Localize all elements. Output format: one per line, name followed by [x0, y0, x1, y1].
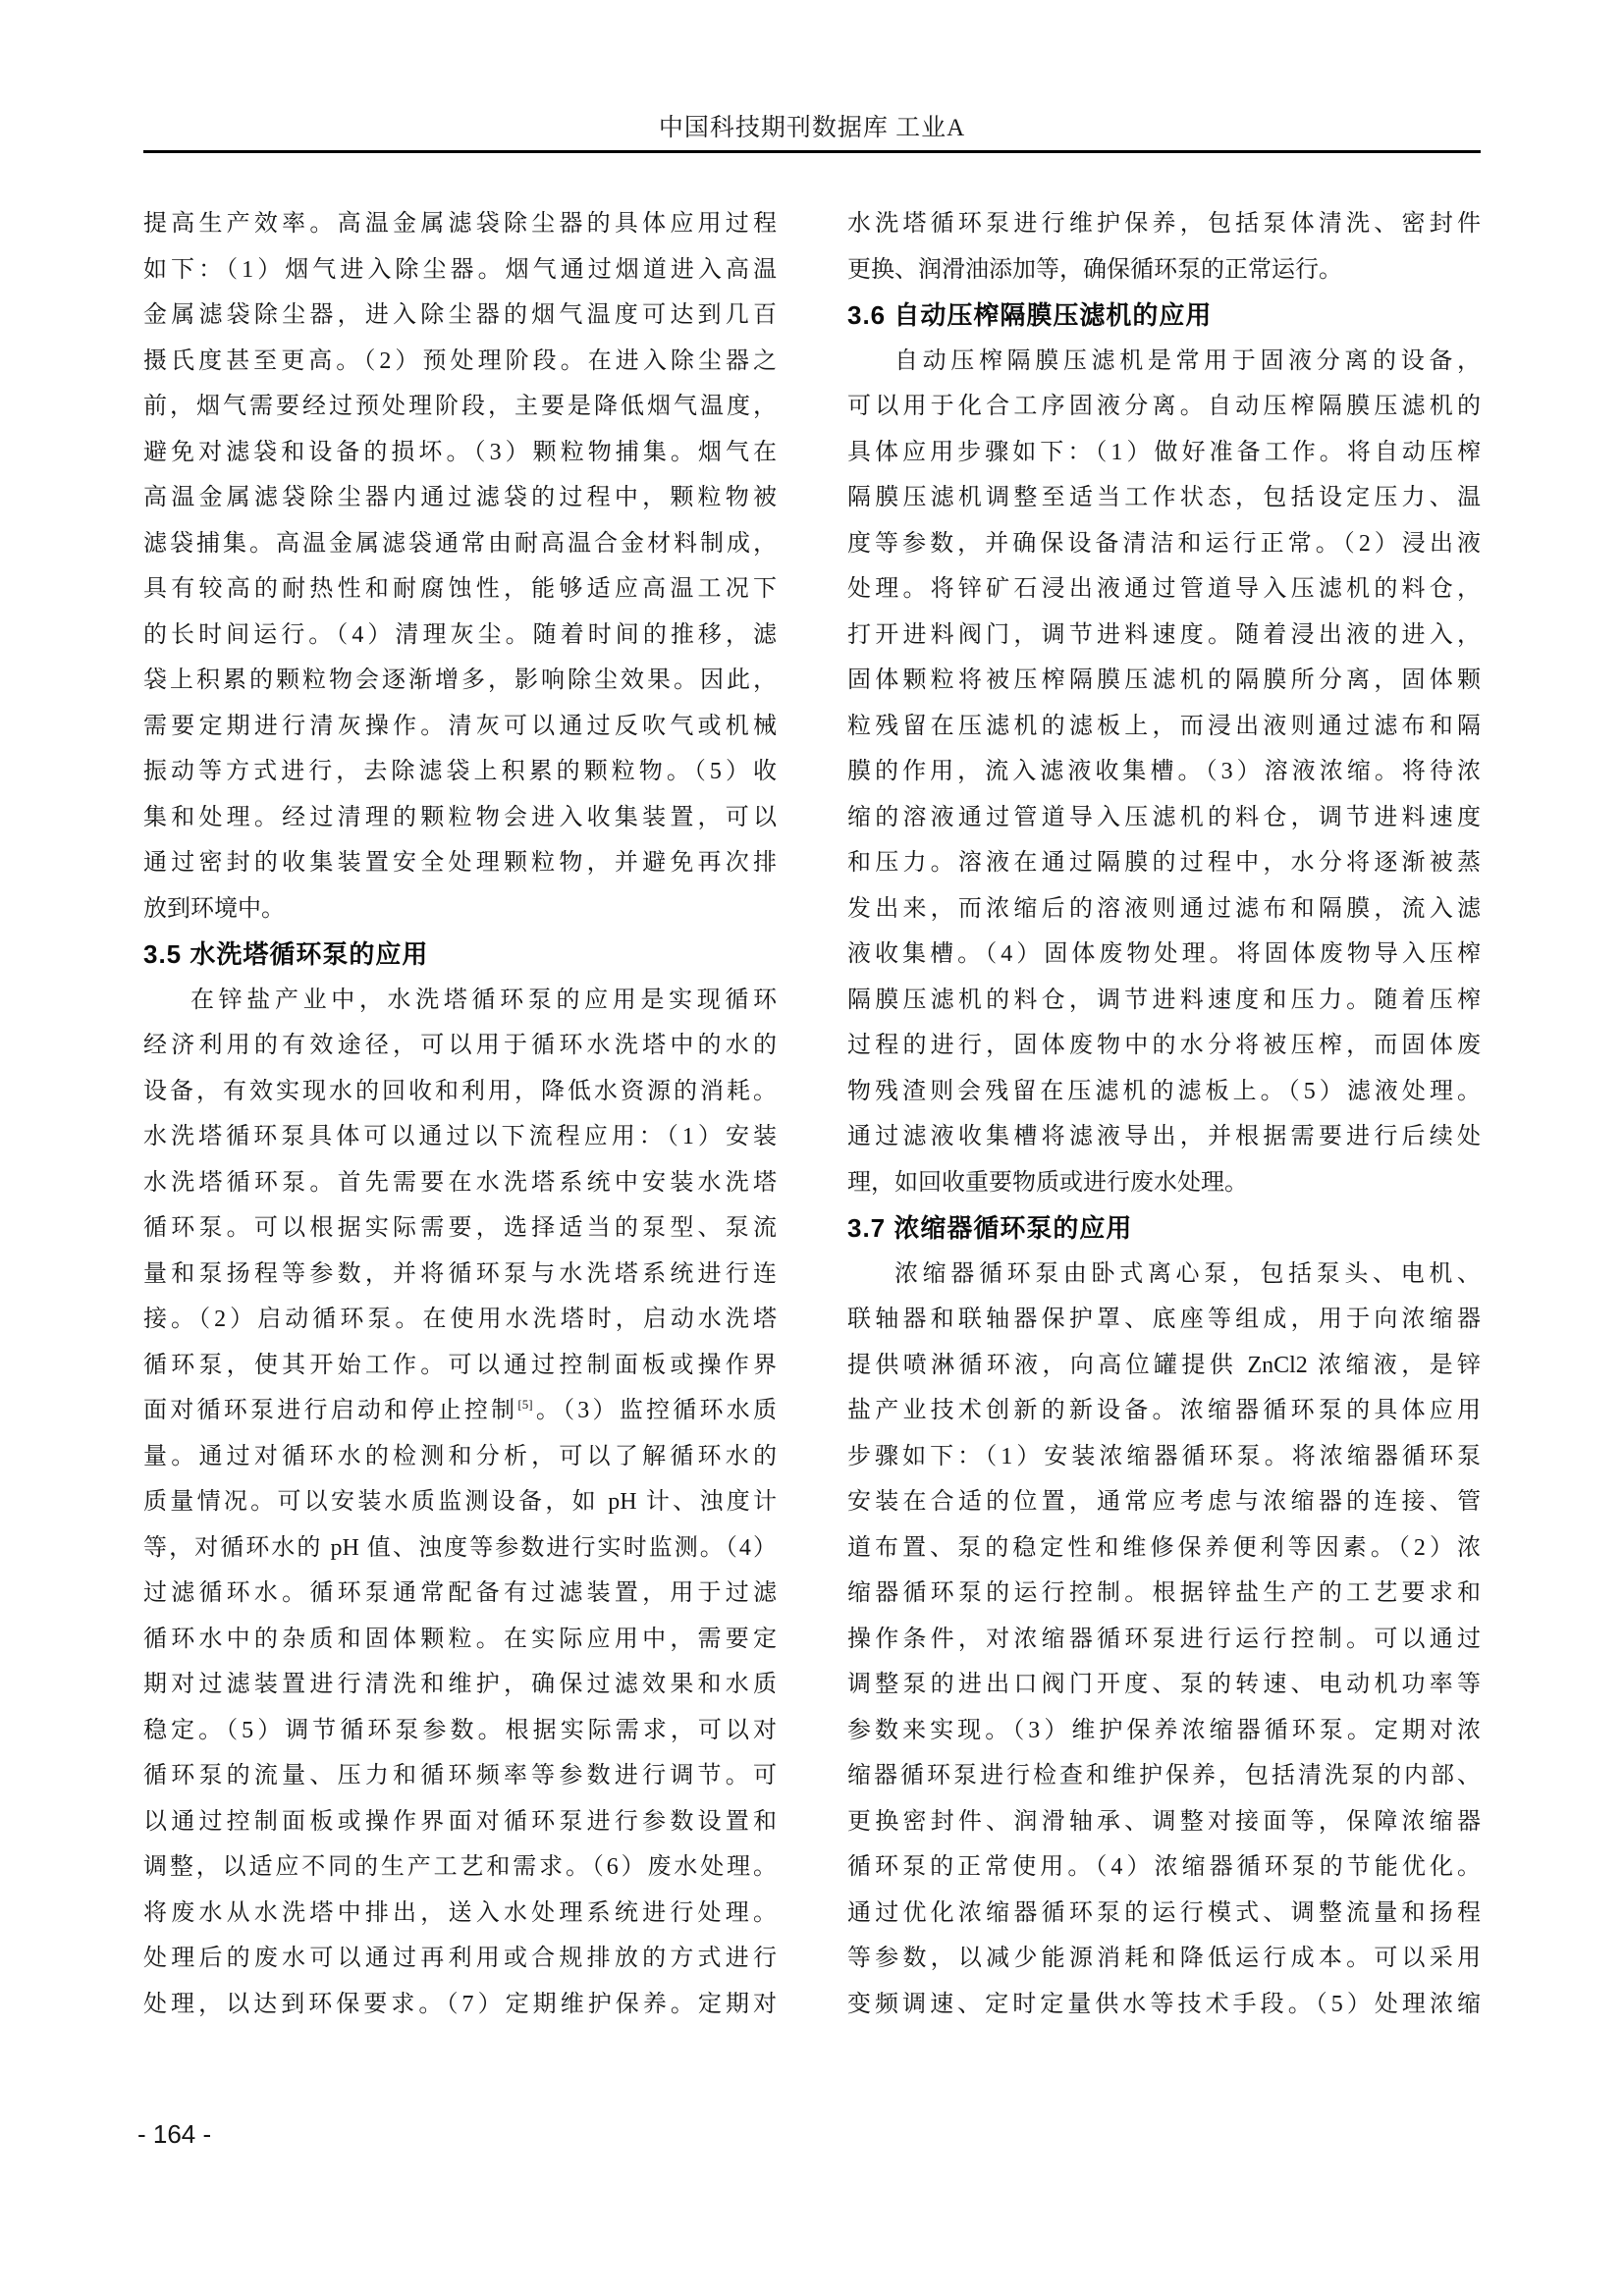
- text-line: 道布置、泵的稳定性和维修保养便利等因素。（2）浓: [847, 1534, 1481, 1561]
- text-line: 和压力。溶液在通过隔膜的过程中，水分将逐渐被蒸: [847, 850, 1481, 876]
- text-line: 过滤循环水。循环泵通常配备有过滤装置，用于过滤: [143, 1580, 777, 1606]
- text-line: 在锌盐产业中，水洗塔循环泵的应用是实现循环: [190, 987, 777, 1013]
- text-line: 稳定。（5）调节循环泵参数。根据实际需求，可以对: [143, 1717, 777, 1743]
- text-line: 更换密封件、润滑轴承、调整对接面等，保障浓缩器: [847, 1808, 1481, 1835]
- text-line: 操作条件，对浓缩器循环泵进行运行控制。可以通过: [847, 1626, 1481, 1652]
- text-line: 循环泵的流量、压力和循环频率等参数进行调节。可: [143, 1763, 777, 1789]
- text-line: 物残渣则会残留在压滤机的滤板上。（5）滤液处理。: [847, 1078, 1481, 1104]
- text-line: 提高生产效率。高温金属滤袋除尘器的具体应用过程: [143, 211, 777, 237]
- text-line: 集和处理。经过清理的颗粒物会进入收集装置，可以: [143, 804, 777, 830]
- text-line: 循环泵，使其开始工作。可以通过控制面板或操作界: [143, 1352, 777, 1378]
- text-line: 度等参数，并确保设备清洁和运行正常。（2）浸出液: [847, 530, 1481, 557]
- citation-superscript: [5]: [517, 1397, 533, 1412]
- text-line: 高温金属滤袋除尘器内通过滤袋的过程中，颗粒物被: [143, 485, 777, 510]
- text-line: 过程的进行，固体废物中的水分将被压榨，而固体废: [847, 1033, 1481, 1058]
- text-line: 滤袋捕集。高温金属滤袋通常由耐高温合金材料制成，: [143, 530, 777, 557]
- text-line: 循环水中的杂质和固体颗粒。在实际应用中，需要定: [143, 1626, 777, 1652]
- text-line: 处理，以达到环保要求。（7）定期维护保养。定期对: [143, 1991, 777, 2017]
- text-line: 调整，以适应不同的生产工艺和需求。（6）废水处理。: [143, 1854, 777, 1880]
- text-line: 摄氏度甚至更高。（2）预处理阶段。在进入除尘器之: [143, 347, 777, 374]
- text-line: 浓缩器循环泵由卧式离心泵，包括泵头、电机、: [894, 1260, 1481, 1287]
- text-line: 以通过控制面板或操作界面对循环泵进行参数设置和: [143, 1808, 777, 1835]
- left-column: [143, 201, 777, 2027]
- text-line: 将废水从水洗塔中排出，送入水处理系统进行处理。: [143, 1899, 777, 1926]
- text-line: 循环泵的正常使用。（4）浓缩器循环泵的节能优化。: [847, 1854, 1481, 1880]
- text-line: 理，如回收重要物质或进行废水处理。: [847, 1169, 1248, 1196]
- text-line: 具有较高的耐热性和耐腐蚀性，能够适应高温工况下: [143, 576, 777, 602]
- text-line: 袋上积累的颗粒物会逐渐增多，影响除尘效果。因此，: [143, 667, 777, 693]
- text-line: 通过优化浓缩器循环泵的运行模式、调整流量和扬程: [847, 1899, 1481, 1926]
- text-line: 通过滤液收集槽将滤液导出，并根据需要进行后续处: [847, 1124, 1481, 1149]
- text-line: 膜的作用，流入滤液收集槽。（3）溶液浓缩。将待浓: [847, 759, 1481, 784]
- right-column: [847, 201, 1481, 2027]
- text-line: 通过密封的收集装置安全处理颗粒物，并避免再次排: [143, 850, 777, 876]
- text-line: 更换、润滑油添加等，确保循环泵的正常运行。: [847, 256, 1342, 283]
- text-line: 避免对滤袋和设备的损坏。（3）颗粒物捕集。烟气在: [143, 439, 777, 465]
- text-line: 水洗塔循环泵。首先需要在水洗塔系统中安装水洗塔: [143, 1169, 777, 1196]
- page-footer: [137, 2118, 211, 2150]
- text-line: 缩的溶液通过管道导入压滤机的料仓，调节进料速度: [847, 804, 1481, 830]
- text-line: 具体应用步骤如下：（1）做好准备工作。将自动压榨: [847, 439, 1481, 465]
- text-line: 处理。将锌矿石浸出液通过管道导入压滤机的料仓，: [847, 576, 1481, 602]
- text-line: 粒残留在压滤机的滤板上，而浸出液则通过滤布和隔: [847, 713, 1481, 739]
- text-line: 面对循环泵进行启动和停止控制[5]。（3）监控循环水质: [143, 1397, 778, 1423]
- text-line: 金属滤袋除尘器，进入除尘器的烟气温度可达到几百: [143, 302, 777, 328]
- text-line: 缩器循环泵进行检查和维护保养，包括清洗泵的内部、: [847, 1763, 1481, 1789]
- text-line: 步骤如下：（1）安装浓缩器循环泵。将浓缩器循环泵: [847, 1443, 1481, 1469]
- text-line: 参数来实现。（3）维护保养浓缩器循环泵。定期对浓: [847, 1717, 1481, 1743]
- text-line: 量。通过对循环水的检测和分析，可以了解循环水的: [143, 1443, 777, 1469]
- text-line: 质量情况。可以安装水质监测设备，如 pH 计、浊度计: [143, 1489, 777, 1515]
- text-line: 安装在合适的位置，通常应考虑与浓缩器的连接、管: [847, 1489, 1481, 1515]
- text-line: 如下：（1）烟气进入除尘器。烟气通过烟道进入高温: [143, 256, 777, 283]
- text-line: 隔膜压滤机的料仓，调节进料速度和压力。随着压榨: [847, 987, 1481, 1013]
- text-line: 振动等方式进行，去除滤袋上积累的颗粒物。（5）收: [143, 759, 777, 784]
- text-line: 可以用于化合工序固液分离。自动压榨隔膜压滤机的: [847, 394, 1481, 419]
- text-line: 缩器循环泵的运行控制。根据锌盐生产的工艺要求和: [847, 1580, 1481, 1606]
- text-line: 等参数，以减少能源消耗和降低运行成本。可以采用: [847, 1946, 1481, 1971]
- text-line: 发出来，而浓缩后的溶液则通过滤布和隔膜，流入滤: [847, 895, 1481, 922]
- text-line: 前，烟气需要经过预处理阶段，主要是降低烟气温度，: [143, 394, 777, 419]
- text-line: 隔膜压滤机调整至适当工作状态，包括设定压力、温: [847, 485, 1481, 510]
- section-heading: 3.6 自动压榨隔膜压滤机的应用: [847, 300, 1213, 330]
- text-line: 等，对循环水的 pH 值、浊度等参数进行实时监测。（4）: [143, 1534, 777, 1561]
- page-number: - 164 -: [137, 2119, 212, 2149]
- text-line: 量和泵扬程等参数，并将循环泵与水洗塔系统进行连: [143, 1260, 777, 1287]
- text-line: 需要定期进行清灰操作。清灰可以通过反吹气或机械: [143, 713, 777, 739]
- text-line: 提供喷淋循环液，向高位罐提供 ZnCl2 浓缩液，是锌: [847, 1352, 1481, 1378]
- text-line: 放到环境中。: [143, 895, 285, 922]
- text-line: 接。（2）启动循环泵。在使用水洗塔时，启动水洗塔: [143, 1307, 777, 1332]
- text-line: 经济利用的有效途径，可以用于循环水洗塔中的水的: [143, 1033, 777, 1058]
- text-line: 设备，有效实现水的回收和利用，降低水资源的消耗。: [143, 1078, 777, 1104]
- journal-header-title: 中国科技期刊数据库 工业A: [658, 115, 966, 141]
- text-line: 水洗塔循环泵具体可以通过以下流程应用：（1）安装: [143, 1124, 777, 1149]
- section-heading: 3.7 浓缩器循环泵的应用: [847, 1213, 1133, 1243]
- text-line: 的长时间运行。（4）清理灰尘。随着时间的推移，滤: [143, 621, 777, 648]
- text-line: 打开进料阀门，调节进料速度。随着浸出液的进入，: [847, 621, 1481, 648]
- text-line: 水洗塔循环泵进行维护保养，包括泵体清洗、密封件: [847, 211, 1481, 237]
- text-line: 盐产业技术创新的新设备。浓缩器循环泵的具体应用: [847, 1398, 1481, 1423]
- header-rule: [143, 150, 1481, 153]
- text-line: 液收集槽。（4）固体废物处理。将固体废物导入压榨: [847, 941, 1481, 967]
- text-line: 期对过滤装置进行清洗和维护，确保过滤效果和水质: [143, 1672, 777, 1697]
- text-line: 变频调速、定时定量供水等技术手段。（5）处理浓缩: [847, 1991, 1481, 2017]
- article-body: [143, 201, 1481, 2027]
- text-line: 固体颗粒将被压榨隔膜压滤机的隔膜所分离，固体颗: [847, 667, 1481, 693]
- text-line: 处理后的废水可以通过再利用或合规排放的方式进行: [143, 1946, 777, 1971]
- text-line: 调整泵的进出口阀门开度、泵的转速、电动机功率等: [847, 1672, 1481, 1697]
- text-line: 自动压榨隔膜压滤机是常用于固液分离的设备，: [894, 347, 1481, 374]
- text-line: 联轴器和联轴器保护罩、底座等组成，用于向浓缩器: [847, 1307, 1481, 1332]
- text-line: 循环泵。可以根据实际需要，选择适当的泵型、泵流: [143, 1215, 777, 1241]
- section-heading: 3.5 水洗塔循环泵的应用: [143, 939, 429, 969]
